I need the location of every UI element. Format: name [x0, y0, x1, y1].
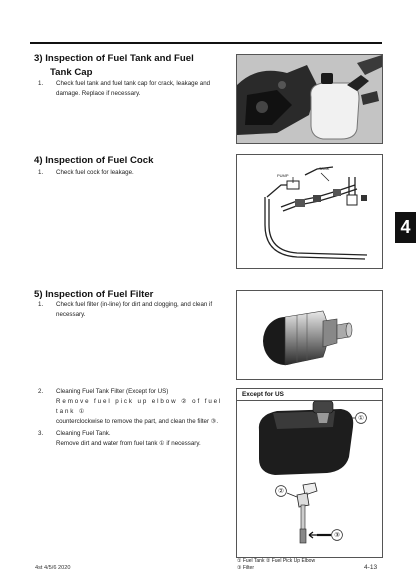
figure-caption: ① Fuel Tank ② Fuel Pick Up Elbow ③ Filter: [237, 558, 316, 571]
header-rule: [30, 42, 382, 44]
figure-header: Except for US: [237, 389, 382, 401]
callout-3: ③: [334, 531, 340, 540]
chapter-tab: 4: [395, 212, 416, 243]
section-title-fuel-cock: 4) Inspection of Fuel Cock: [34, 155, 154, 166]
callout-2: ②: [278, 487, 284, 496]
callout-1: ①: [358, 414, 364, 423]
page-number: 4-13: [364, 564, 378, 571]
footer-left: 4st 4/5/6 2020: [35, 565, 71, 571]
pump-label: PUMP: [277, 173, 289, 178]
fuel-cock-diagram: [236, 154, 383, 269]
tank-label: TANK: [319, 166, 330, 171]
except-for-us-figure: [236, 388, 383, 558]
section-title-fuel-tank: 3) Inspection of Fuel Tank and Fuel Tank Cap: [34, 53, 194, 78]
fuel-filter-illustration: [236, 290, 383, 380]
section-title-fuel-filter: 5) Inspection of Fuel Filter: [34, 289, 154, 300]
fuel-tank-photo: [236, 54, 383, 144]
